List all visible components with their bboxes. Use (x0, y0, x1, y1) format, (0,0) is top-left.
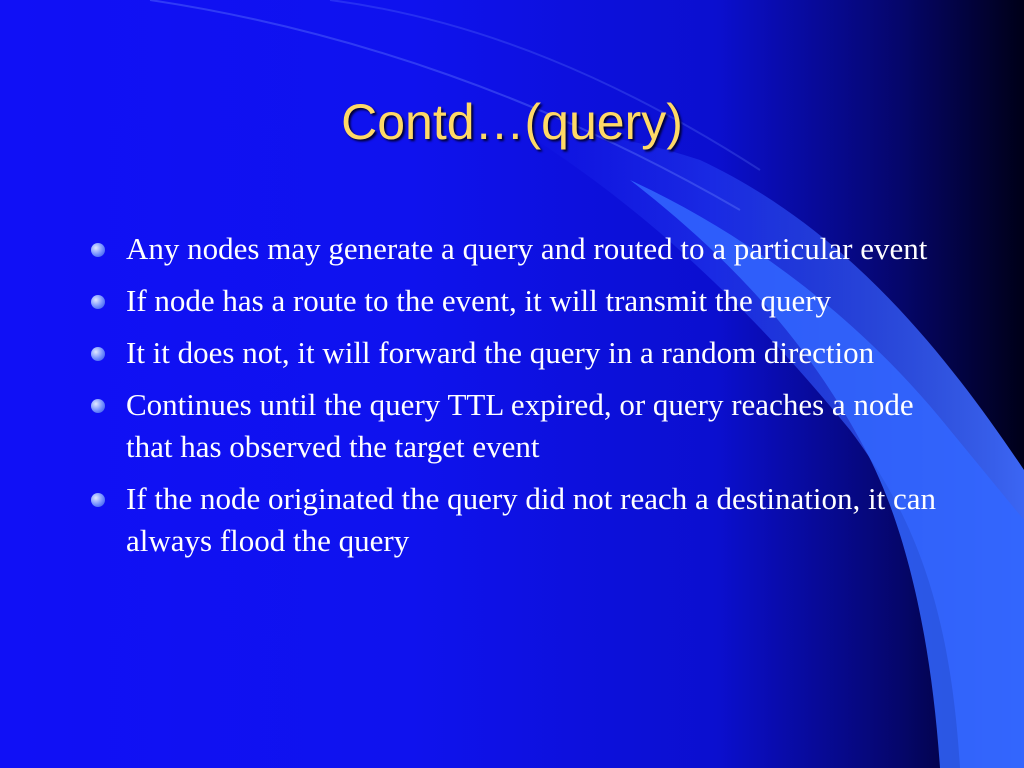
bullet-item (86, 228, 946, 270)
slide-title: Contd…(query) (341, 94, 683, 150)
bullet-text: If the node originated the query did not reach a destination, it can always flood the query (126, 481, 937, 558)
bullet-dot-icon (91, 347, 105, 361)
bullet-dot-icon (91, 493, 105, 507)
bullet-text: If node has a route to the event, it will transmit the query (126, 283, 832, 318)
bullet-item (86, 280, 946, 322)
bullet-list (86, 228, 946, 572)
bullet-text: Continues until the query TTL expired, or query reaches a node that has observed the target event (126, 387, 914, 464)
bullet-item (86, 478, 946, 562)
bullet-dot-icon (91, 295, 105, 309)
bullet-dot-icon (91, 243, 105, 257)
bullet-text: It it does not, it will forward the query in a random direction (126, 335, 875, 370)
bullet-item (86, 384, 946, 468)
bullet-text: Any nodes may generate a query and routed to a particular event (126, 231, 928, 266)
bullet-dot-icon (91, 399, 105, 413)
bullet-item (86, 332, 946, 374)
